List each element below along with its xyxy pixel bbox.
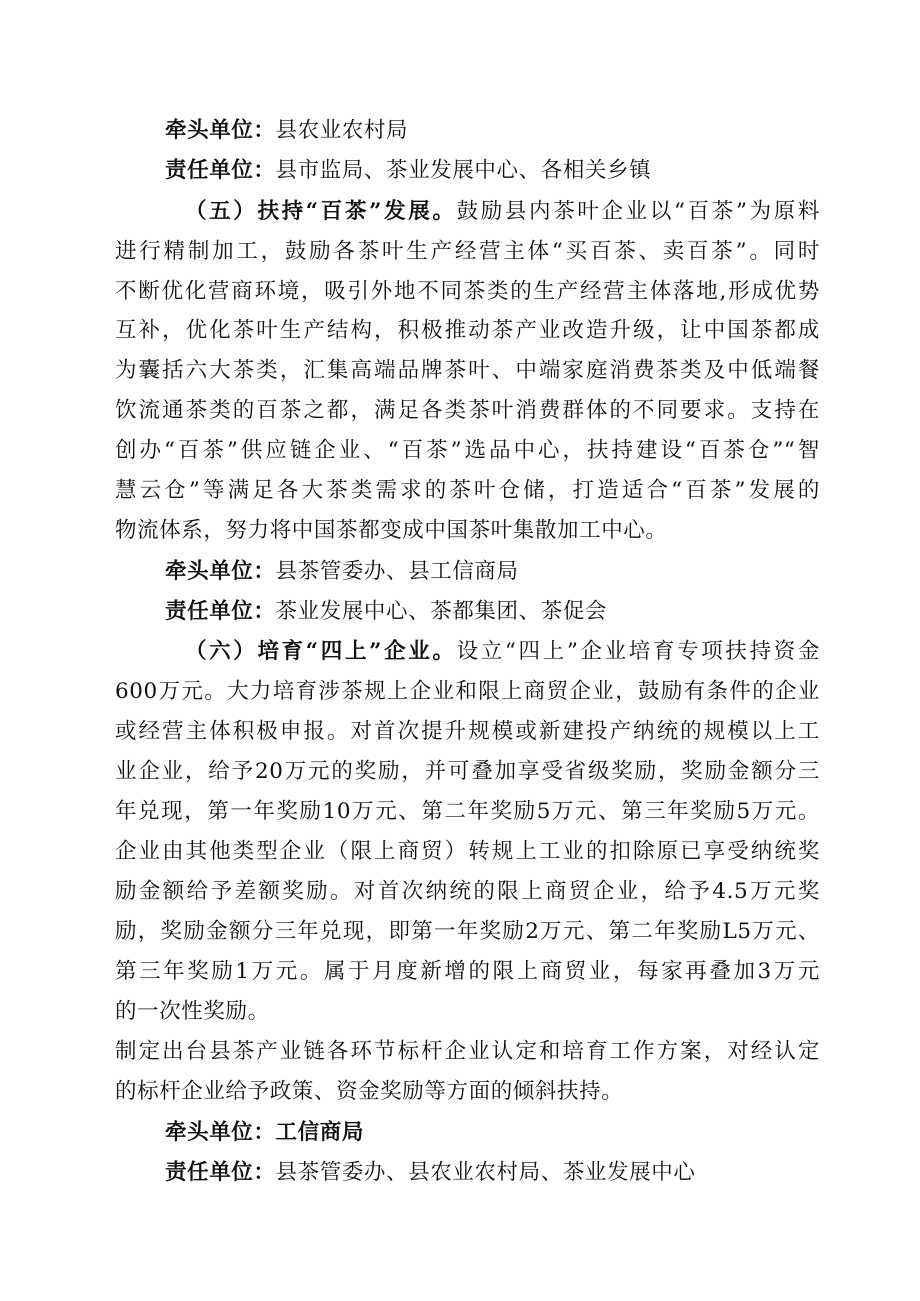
responsible-unit-value: 县市监局、茶业发展中心、各相关乡镇 (275, 158, 652, 183)
paragraph-line: 物流体系，努力将中国茶都变成中国茶叶集散加工中心。 (115, 518, 668, 543)
lead-unit-line (165, 557, 820, 587)
paragraph-line: 饮流通茶类的百茶之都，满足各类茶叶消费群体的不同要求。支持在 (115, 398, 820, 423)
paragraph-line: 业企业，给予20万元的奖励，并可叠加享受省级奖励，奖励金额分三 (115, 759, 820, 784)
responsible-unit-value: 县茶管委办、县农业农村局、茶业发展中心 (275, 1160, 696, 1185)
paragraph-line: 互补，优化茶叶生产结构，积极推动茶产业改造升级，让中国茶都成 (115, 318, 820, 343)
paragraph-line: 不断优化营商环境，吸引外地不同茶类的生产经营主体落地,形成优势 (115, 279, 820, 304)
responsible-unit-line (165, 156, 820, 186)
paragraph-line: 企业由其他类型企业（限上商贸）转规上工业的扣除原已享受纳统奖 (115, 839, 820, 864)
paragraph-line: 创办“百茶”供应链企业、“百茶”选品中心，扶持建设“百茶仓”“智 (115, 438, 820, 463)
section-5-heading: （五）扶持“百茶”发展。 (185, 199, 457, 224)
paragraph-line: 为囊括六大茶类，汇集高端品牌茶叶、中端家庭消费茶类及中低端餐 (115, 358, 820, 383)
paragraph-line: 第三年奖励1万元。属于月度新增的限上商贸业，每家再叠加3万元 (115, 959, 820, 984)
paragraph-line: 慧云仓”等满足各大茶类需求的茶叶仓储，打造适合“百茶”发展的 (115, 478, 820, 503)
responsible-unit-label: 责任单位： (165, 158, 276, 183)
responsible-unit-label: 责任单位： (165, 1160, 276, 1185)
paragraph-line: 设立“四上”企业培育专项扶持资金 (456, 639, 820, 664)
lead-unit-value: 县农业农村局 (275, 118, 409, 143)
responsible-unit-line (165, 1158, 820, 1188)
paragraph-line: 鼓励县内茶叶企业以“百茶”为原料 (456, 199, 820, 224)
lead-unit-line (165, 1118, 820, 1148)
responsible-unit-value: 茶业发展中心、茶都集团、茶促会 (275, 599, 608, 624)
paragraph-line: 600万元。大力培育涉茶规上企业和限上商贸企业，鼓励有条件的企业 (115, 679, 820, 704)
paragraph-line: 的一次性奖励。 (115, 999, 270, 1024)
responsible-unit-line (165, 597, 820, 627)
paragraph-line: 制定出台县茶产业链各环节标杆企业认定和培育工作方案，对经认定 (115, 1039, 820, 1064)
lead-unit-value: 工信商局 (275, 1120, 364, 1145)
lead-unit-label: 牵头单位： (165, 1120, 276, 1145)
lead-unit-label: 牵头单位： (165, 559, 276, 584)
paragraph-line: 进行精制加工，鼓励各茶叶生产经营主体“买百茶、卖百茶”。同时 (115, 239, 820, 264)
lead-unit-label: 牵头单位： (165, 118, 276, 143)
section-6-heading: （六）培育“四上”企业。 (185, 639, 457, 664)
lead-unit-line (165, 116, 820, 146)
paragraph-line: 年兑现，第一年奖励10万元、第二年奖励5万元、第三年奖励5万元。 (115, 799, 820, 824)
section-5-first-line (185, 197, 820, 227)
lead-unit-value: 县茶管委办、县工信商局 (275, 559, 519, 584)
paragraph-line: 励，奖励金额分三年兑现，即第一年奖励2万元、第二年奖励L5万元、 (115, 919, 820, 944)
paragraph-line: 的标杆企业给予政策、资金奖励等方面的倾斜扶持。 (115, 1079, 624, 1104)
paragraph-line: 励金额给予差额奖励。对首次纳统的限上商贸企业，给予4.5万元奖 (115, 879, 820, 904)
responsible-unit-label: 责任单位： (165, 599, 276, 624)
paragraph-line: 或经营主体积极申报。对首次提升规模或新建投产纳统的规模以上工 (115, 719, 820, 744)
section-6-first-line (185, 637, 820, 667)
